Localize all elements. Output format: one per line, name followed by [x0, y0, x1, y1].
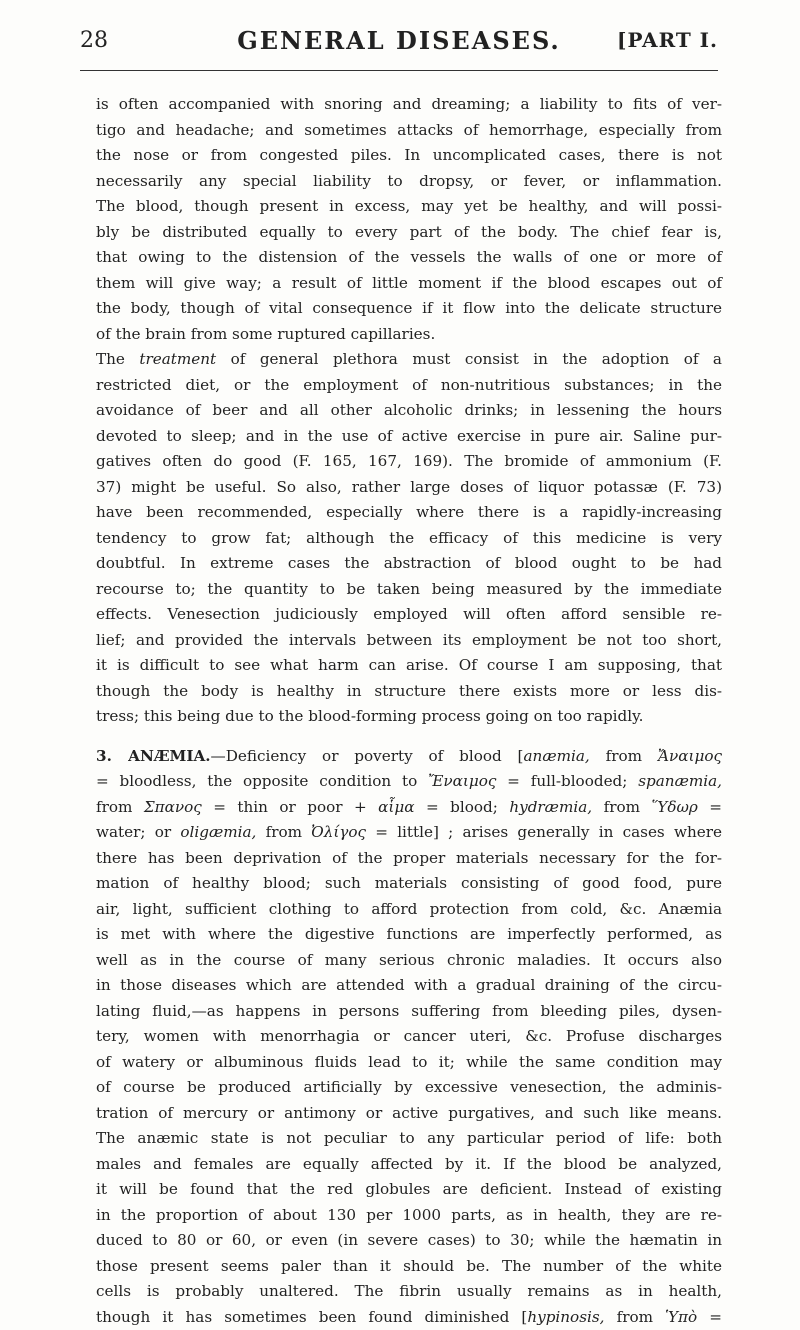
- text-line: is met with where the digestive functions are imperfectly performed, as: [96, 922, 722, 948]
- text-line: duced to 80 or 60, or even (in severe cases) to 30; while the hæmatin in: [96, 1228, 722, 1254]
- text-line: those present seems paler than it should be. The number of the white: [96, 1254, 722, 1280]
- section-line: 3. ANÆMIA.—Deficiency or poverty of blood [anæmia, from Ἄναιμος: [96, 744, 722, 770]
- text-line: cells is probably unaltered. The fibrin usually remains as in health,: [96, 1279, 722, 1305]
- text-line: it will be found that the red globules are deficient. Instead of existing: [96, 1177, 722, 1203]
- text-line: devoted to sleep; and in the use of active exercise in pure air. Saline pur-: [96, 424, 722, 450]
- italic-term: treatment: [139, 350, 216, 368]
- text-line: of course be produced artificially by excessive venesection, the adminis-: [96, 1075, 722, 1101]
- text-line: in the proportion of about 130 per 1000 parts, as in health, they are re-: [96, 1203, 722, 1229]
- text-line: have been recommended, especially where there is a rapidly-increasing: [96, 500, 722, 526]
- text-line: well as in the course of many serious chronic maladies. It occurs also: [96, 948, 722, 974]
- text-line: The anæmic state is not peculiar to any particular period of life: both: [96, 1126, 722, 1152]
- page-number: 28: [80, 28, 108, 53]
- text-line: tration of mercury or antimony or active purgatives, and such like means.: [96, 1101, 722, 1127]
- running-head: [80, 20, 718, 71]
- text-line: gatives often do good (F. 165, 167, 169). The bromide of ammonium (F.: [96, 449, 722, 475]
- text-line: bly be distributed equally to every part of the body. The chief fear is,: [96, 220, 722, 246]
- text-line: air, light, sufficient clothing to afford protection from cold, &c. Anæmia: [96, 897, 722, 923]
- text-line: effects. Venesection judiciously employed will often afford sensible re-: [96, 602, 722, 628]
- page-title: GENERAL DISEASES.: [80, 26, 718, 55]
- text-line: tress; this being due to the blood-forming process going on too rapidly.: [96, 704, 722, 730]
- text-line: The treatment of general plethora must consist in the adoption of a: [96, 347, 722, 373]
- text-line: though it has sometimes been found diminished [hypinosis, from Ὑπὸ =: [96, 1305, 722, 1330]
- body-text: [96, 92, 722, 1330]
- text-line: tery, women with menorrhagia or cancer uteri, &c. Profuse discharges: [96, 1024, 722, 1050]
- text-line: though the body is healthy in structure there exists more or less dis-: [96, 679, 722, 705]
- text-line: tendency to grow fat; although the efficacy of this medicine is very: [96, 526, 722, 552]
- text-line: of the brain from some ruptured capillaries.: [96, 322, 722, 348]
- section-line: from Σπανος = thin or poor + αἷμα = blood; hydræmia, from Ὕδωρ =: [96, 795, 722, 821]
- text-line: The blood, though present in excess, may yet be healthy, and will possi-: [96, 194, 722, 220]
- part-label: [PART I.: [617, 28, 718, 52]
- text-line: lating fluid,—as happens in persons suffering from bleeding piles, dysen-: [96, 999, 722, 1025]
- text-line: restricted diet, or the employment of non-nutritious substances; in the: [96, 373, 722, 399]
- section-line: = bloodless, the opposite condition to Ἔναιμος = full-blooded; spanæmia,: [96, 769, 722, 795]
- text-line: avoidance of beer and all other alcoholic drinks; in lessening the hours: [96, 398, 722, 424]
- text-line: there has been deprivation of the proper materials necessary for the for-: [96, 846, 722, 872]
- text-line: is often accompanied with snoring and dreaming; a liability to fits of ver-: [96, 92, 722, 118]
- text-line: it is difficult to see what harm can arise. Of course I am supposing, that: [96, 653, 722, 679]
- text-line: recourse to; the quantity to be taken being measured by the immediate: [96, 577, 722, 603]
- text-line: 37) might be useful. So also, rather large doses of liquor potassæ (F. 73): [96, 475, 722, 501]
- text-line: that owing to the distension of the vessels the walls of one or more of: [96, 245, 722, 271]
- text-line: in those diseases which are attended with a gradual draining of the circu-: [96, 973, 722, 999]
- text-line: males and females are equally affected by it. If the blood be analyzed,: [96, 1152, 722, 1178]
- text-line: the nose or from congested piles. In uncomplicated cases, there is not: [96, 143, 722, 169]
- text-line: mation of healthy blood; such materials consisting of good food, pure: [96, 871, 722, 897]
- section-line: water; or oligæmia, from Ὀλίγος = little] ; arises generally in cases where: [96, 820, 722, 846]
- text-line: tigo and headache; and sometimes attacks of hemorrhage, especially from: [96, 118, 722, 144]
- text-line: lief; and provided the intervals between its employment be not too short,: [96, 628, 722, 654]
- text-line: them will give way; a result of little moment if the blood escapes out of: [96, 271, 722, 297]
- text-line: the body, though of vital consequence if it flow into the delicate structure: [96, 296, 722, 322]
- text-line: doubtful. In extreme cases the abstraction of blood ought to be had: [96, 551, 722, 577]
- text-line: necessarily any special liability to dropsy, or fever, or inflammation.: [96, 169, 722, 195]
- text-line: of watery or albuminous fluids lead to it; while the same condition may: [96, 1050, 722, 1076]
- section-heading: 3. ANÆMIA.: [96, 747, 211, 765]
